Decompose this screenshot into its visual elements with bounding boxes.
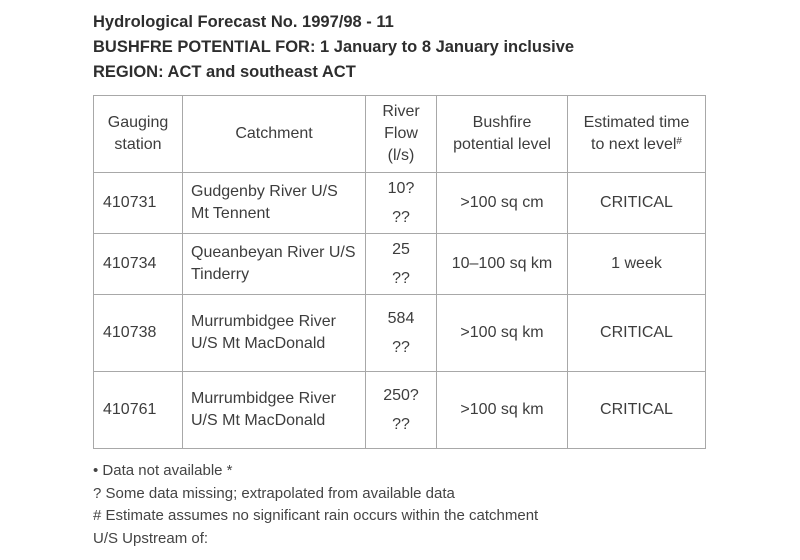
cell-bushfire-potential: >100 sq cm (437, 173, 568, 234)
footnotes (93, 460, 538, 550)
cell-station: 410761 (94, 372, 183, 449)
cell-estimated-time: CRITICAL (568, 295, 706, 372)
cell-river-flow: 250? ?? (366, 372, 437, 449)
cell-catchment: Queanbeyan River U/S Tinderry (183, 234, 366, 295)
header-catchment: Catchment (183, 96, 366, 173)
cell-station: 410731 (94, 173, 183, 234)
cell-bushfire-potential: 10–100 sq km (437, 234, 568, 295)
table-row (94, 173, 706, 234)
cell-river-flow: 10? ?? (366, 173, 437, 234)
cell-river-flow: 584 ?? (366, 295, 437, 372)
footnote-some-data-missing: ? Some data missing; extrapolated from available data (93, 484, 455, 502)
forecast-period: BUSHFRE POTENTIAL FOR: 1 January to 8 January inclusive (93, 38, 575, 56)
cell-estimated-time: CRITICAL (568, 372, 706, 449)
table-row (94, 234, 706, 295)
table-row (94, 295, 706, 372)
cell-catchment: Gudgenby River U/S Mt Tennent (183, 173, 366, 234)
header-river-flow: River Flow (l/s) (366, 96, 437, 173)
cell-station: 410738 (94, 295, 183, 372)
header-bushfire-potential: Bushfire potential level (437, 96, 568, 173)
cell-bushfire-potential: >100 sq km (437, 372, 568, 449)
cell-bushfire-potential: >100 sq km (437, 295, 568, 372)
table-row (94, 372, 706, 449)
cell-catchment: Murrumbidgee River U/S Mt MacDonald (183, 372, 366, 449)
cell-station: 410734 (94, 234, 183, 295)
footnote-estimate-assumption: # Estimate assumes no significant rain occurs within the catchment (93, 507, 539, 524)
footnote-mark: # (676, 136, 682, 147)
footnote-upstream-abbrev: U/S Upstream of: (93, 529, 209, 547)
cell-estimated-time: CRITICAL (568, 173, 706, 234)
forecast-table (93, 95, 706, 449)
forecast-title: Hydrological Forecast No. 1997/98 - 11 (93, 13, 394, 31)
table-header-row (94, 96, 706, 173)
header-gauging-station: Gauging station (94, 96, 183, 173)
footnote-data-not-available: • Data not available * (93, 462, 233, 479)
forecast-region: REGION: ACT and southeast ACT (93, 63, 356, 81)
cell-estimated-time: 1 week (568, 234, 706, 295)
document-heading (93, 10, 574, 85)
cell-river-flow: 25 ?? (366, 234, 437, 295)
header-estimated-time: Estimated time to next level# (568, 96, 706, 173)
cell-catchment: Murrumbidgee River U/S Mt MacDonald (183, 295, 366, 372)
